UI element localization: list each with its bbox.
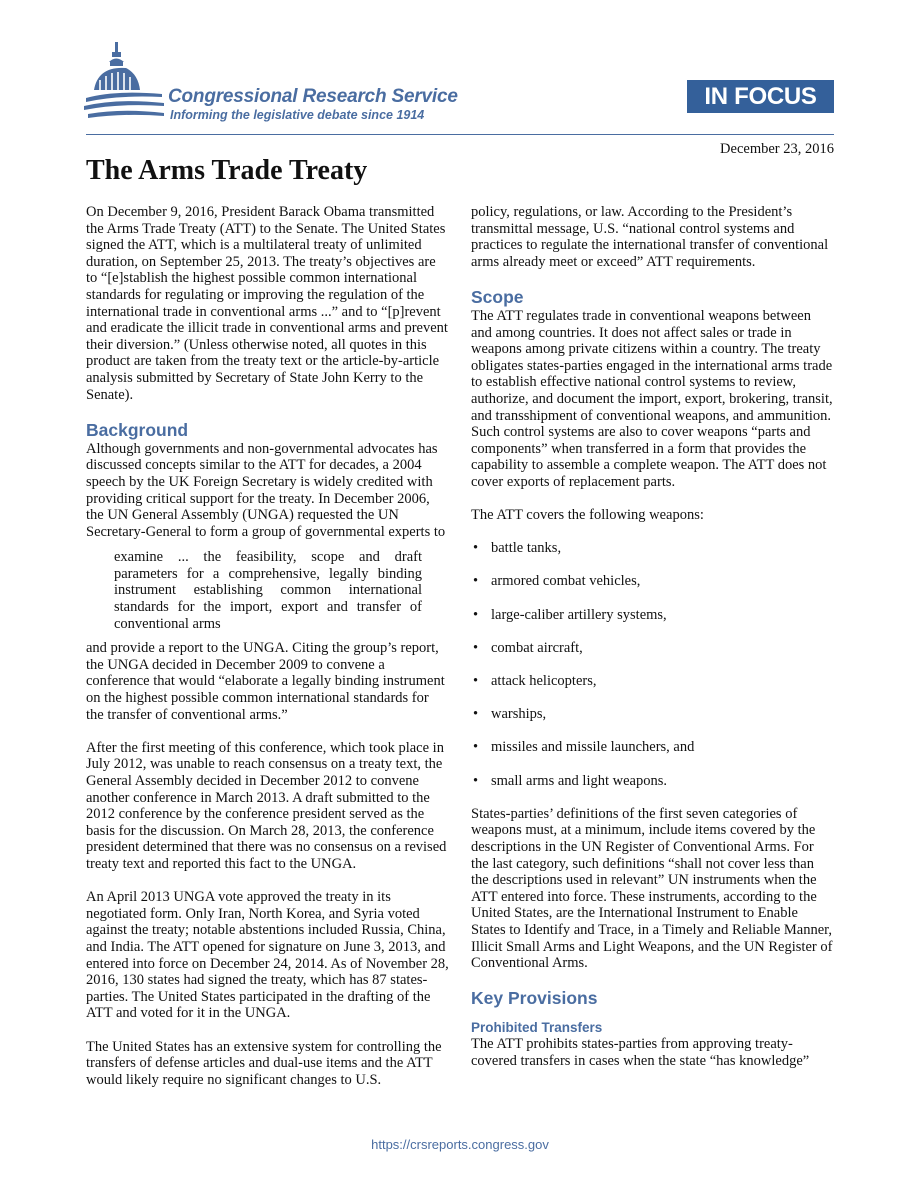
continued-paragraph: policy, regulations, or law. According to the President’s transmittal message, U.S. “national control systems and practices to regulate the international transfer of conventional arms already meet or exceed” ATT requirements. [471, 204, 829, 270]
background-paragraph: and provide a report to the UNGA. Citing the group’s report, the UNGA decided in December 2009 to convene a conference that would “elaborate a legally binding instrument on the highest possible common international standards for the transfer of conventional arms.” [86, 640, 445, 723]
list-item: • large-caliber artillery systems, [471, 607, 835, 624]
scope-paragraph: The ATT covers the following weapons: [471, 507, 704, 524]
prohibited-transfers-heading: Prohibited Transfers [471, 1020, 603, 1036]
header-rule [86, 134, 834, 135]
list-item: • battle tanks, [471, 540, 835, 557]
page-header [0, 0, 920, 186]
intro-paragraph: On December 9, 2016, President Barack Obama transmitted the Arms Trade Treaty (ATT) to the Senate. The United States signed the ATT, which is a multilateral treaty of unlimited duration, on September 25, 2013. The treaty’s objectives are to “[e]stablish the highest possible common international standards for regulating or improving the regulation of the international trade in conventional arms ...” and to “[p]revent and eradicate the illicit trade in conventional arms and prevent their diversion.” (Unless otherwise noted, all quotes in this product are taken from the treaty text or the article-by-article analysis submitted by Secretary of State John Kerry to the Senate). [86, 204, 448, 403]
list-item: • warships, [471, 706, 835, 723]
scope-paragraph: States-parties’ definitions of the first seven categories of weapons must, at a minimum, include items covered by the descriptions in the UN Register of Conventional Arms. For the last category, such definitions “shall not cover less than the descriptions used in relevant” UN instruments when the ATT entered into force. These instruments, according to the United States, are the International Instrument to Enable States to Identify and Trace, in a Timely and Reliable Manner, Illicit Small Arms and Light Weapons, and the UN Register of Conventional Arms. [471, 805, 833, 972]
background-paragraph: After the first meeting of this conference, which took place in July 2012, was unable to reach consensus on a treaty text, the General Assembly decided in December 2012 to convene another conference in March 2013. A draft submitted to the 2012 conference by the conference president served as the basis for the discussion. On March 28, 2013, the conference president determined that there was no consensus on a revised treaty text and reported this fact to the UNGA. [86, 739, 447, 872]
list-item: • small arms and light weapons. [471, 773, 835, 790]
block-quote: examine ... the feasibility, scope and draft parameters for a comprehensive, legally binding instrument establishing common international standards for the import, export and transfer of conventional arms [114, 549, 422, 632]
left-column [86, 204, 450, 1088]
prohibited-paragraph: The ATT prohibits states-parties from approving treaty-covered transfers in cases when the state “has knowledge” [471, 1036, 810, 1069]
background-paragraph: An April 2013 UNGA vote approved the treaty in its negotiated form. Only Iran, North Korea, and Syria voted against the treaty; notable abstentions included Russia, China, and India. The ATT opened for signature on June 3, 2013, and entered into force on December 24, 2014. As of November 28, 2016, 130 states had signed the treaty, which has 87 states-parties. The United States participated in the drafting of the ATT and voted for it in the UNGA. [86, 889, 449, 1022]
key-provisions-heading: Key Provisions [471, 988, 598, 1009]
publication-date: December 23, 2016 [720, 141, 834, 157]
background-heading: Background [86, 419, 189, 440]
page-title: The Arms Trade Treaty [86, 155, 368, 186]
in-focus-badge: IN FOCUS [687, 80, 834, 113]
list-item: • attack helicopters, [471, 673, 835, 690]
list-item: • missiles and missile launchers, and [471, 739, 835, 756]
org-name: Congressional Research Service [168, 86, 458, 107]
right-column [471, 204, 835, 1070]
scope-heading: Scope [471, 286, 524, 307]
background-paragraph: The United States has an extensive system for controlling the transfers of defense articles and dual-use items and the ATT would likely require no significant changes to U.S. [86, 1038, 442, 1088]
footer-url-link[interactable]: https://crsreports.congress.gov [371, 1137, 549, 1152]
capitol-dome-logo-icon [84, 40, 164, 128]
scope-paragraph: The ATT regulates trade in conventional weapons between and among countries. It does not affect sales or trade in weapons among private citizens within a country. The treaty obligates states-parties engaged in the international arms trade to establish effective national control systems to review, authorize, and document the import, export, brokering, transit, and transshipment of conventional weapons, and ammunition. Such control systems are also to cover weapons “parts and components” when transferred in a form that provides the capability to assemble a complete weapon. The ATT does not cover exports of replacement parts. [471, 307, 833, 490]
list-item: • combat aircraft, [471, 640, 835, 657]
org-tagline: Informing the legislative debate since 1914 [170, 108, 425, 122]
list-item: • armored combat vehicles, [471, 573, 835, 590]
weapons-list [471, 540, 835, 789]
background-paragraph: Although governments and non-governmental advocates has discussed concepts similar to the ATT for decades, a 2004 speech by the UK Foreign Secretary is widely credited with providing critical support for the treaty. In December 2006, the UN General Assembly (UNGA) requested the UN Secretary-General to form a group of governmental experts to [86, 440, 446, 540]
